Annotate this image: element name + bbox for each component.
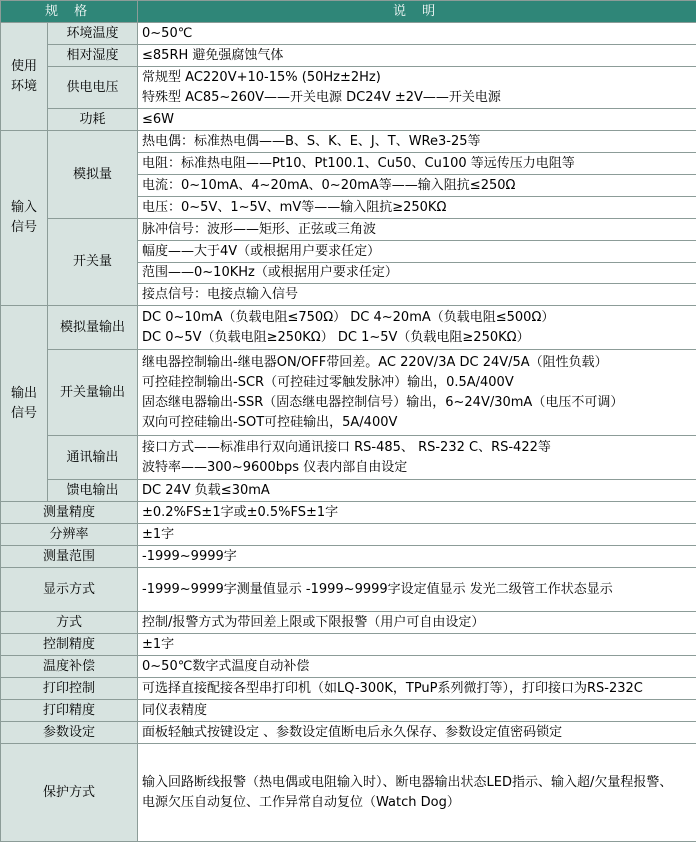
row-value: DC 24V 负载≤30mA <box>138 480 696 502</box>
row-value: 面板轻触式按键设定 、参数设定值断电后永久保存、参数设定值密码锁定 <box>138 722 696 744</box>
table-row <box>1 568 696 612</box>
value-line: 常规型 AC220V+10-15% (50Hz±2Hz) <box>142 69 381 85</box>
row-label: 参数设定 <box>1 722 138 744</box>
row-label: 打印控制 <box>1 678 138 700</box>
row-value: ±0.2%FS±1字或±0.5%FS±1字 <box>138 502 696 524</box>
row-value: 范围——0~10KHz（或根据用户要求任定） <box>138 263 696 284</box>
row-label: 显示方式 <box>1 568 138 612</box>
group-output <box>1 306 48 502</box>
row-label: 功耗 <box>48 109 138 131</box>
row-label: 相对湿度 <box>48 45 138 67</box>
header-spec: 规 格 <box>1 1 138 23</box>
row-label: 测量精度 <box>1 502 138 524</box>
value-line: 接口方式——标准串行双向通讯接口 RS-485、 RS-232 C、RS-422等 <box>142 439 551 455</box>
group-label: 使用环境 <box>10 58 37 94</box>
table-row <box>1 744 696 842</box>
header-row <box>1 1 696 23</box>
row-value: 电压：0~5V、1~5V、mV等——输入阻抗≥250KΩ <box>138 197 696 219</box>
value-line: DC 0~5V（负载电阻≥250KΩ） DC 1~5V（负载电阻≥250KΩ） <box>142 329 530 345</box>
value-line: 电源欠压自动复位、工作异常自动复位（Watch Dog） <box>142 794 460 810</box>
row-value: ≤6W <box>138 109 696 131</box>
table-row <box>1 23 696 45</box>
row-value: 可选择直接配接各型串打印机（如LQ-300K，TPuP系列微打等），打印接口为RS-232C <box>138 678 696 700</box>
row-value <box>138 568 696 612</box>
row-value: 控制/报警方式为带回差上限或下限报警（用户可自由设定） <box>138 612 696 634</box>
value-line: 固态继电器输出-SSR（固态继电器控制信号）输出，6~24V/30mA（电压不可调） <box>142 394 624 410</box>
table-row <box>1 634 696 656</box>
table-row <box>1 219 696 241</box>
row-value: 接点信号：电接点输入信号 <box>138 284 696 306</box>
group-label: 输出信号 <box>10 385 37 421</box>
row-value: -1999~9999字 <box>138 546 696 568</box>
value-line: 继电器控制输出-继电器ON/OFF带回差。AC 220V/3A DC 24V/5A（阻性负载） <box>142 354 608 370</box>
table-row <box>1 546 696 568</box>
value-line: 双向可控硅输出-SOT可控硅输出，5A/400V <box>142 414 398 430</box>
row-value: 热电偶：标准热电偶——B、S、K、E、J、T、WRe3-25等 <box>138 131 696 153</box>
value-line: DC 0~10mA（负载电阻≤750Ω） DC 4~20mA（负载电阻≤500Ω） <box>142 309 555 325</box>
value-line: -1999~9999字测量值显示 -1999~9999字设定值显示 发光二级管工作状态显示 <box>142 581 613 597</box>
row-label: 打印精度 <box>1 700 138 722</box>
table-row <box>1 67 696 109</box>
table-row <box>1 131 696 153</box>
row-value: ±1字 <box>138 634 696 656</box>
row-value <box>138 306 696 350</box>
table-row <box>1 656 696 678</box>
row-label: 模拟量输出 <box>48 306 138 350</box>
row-label: 控制精度 <box>1 634 138 656</box>
table-row <box>1 436 696 480</box>
table-row <box>1 350 696 436</box>
row-label: 开关量输出 <box>48 350 138 436</box>
table-row <box>1 722 696 744</box>
row-label: 测量范围 <box>1 546 138 568</box>
row-value: 电流：0~10mA、4~20mA、0~20mA等——输入阻抗≤250Ω <box>138 175 696 197</box>
row-label: 分辨率 <box>1 524 138 546</box>
row-value: 0~50℃数字式温度自动补偿 <box>138 656 696 678</box>
value-line: 输入回路断线报警（热电偶或电阻输入时）、断电器输出状态LED指示、输入超/欠量程报警、 <box>142 774 673 790</box>
table-row <box>1 480 696 502</box>
row-value: 电阻：标准热电阻——Pt10、Pt100.1、Cu50、Cu100 等远传压力电阻等 <box>138 153 696 175</box>
header-description: 说 明 <box>138 1 696 23</box>
row-value: 同仪表精度 <box>138 700 696 722</box>
table-row <box>1 678 696 700</box>
row-value <box>138 744 696 842</box>
table-row <box>1 306 696 350</box>
row-label: 供电电压 <box>48 67 138 109</box>
table-row <box>1 612 696 634</box>
row-value: ±1字 <box>138 524 696 546</box>
value-line: 特殊型 AC85~260V——开关电源 DC24V ±2V——开关电源 <box>142 89 501 105</box>
group-input <box>1 131 48 306</box>
table-row <box>1 109 696 131</box>
row-label: 馈电输出 <box>48 480 138 502</box>
row-value <box>138 350 696 436</box>
group-label: 输入信号 <box>10 200 37 235</box>
row-label: 方式 <box>1 612 138 634</box>
value-line: 波特率——300~9600bps 仪表内部自由设定 <box>142 459 408 475</box>
table-row <box>1 45 696 67</box>
table-row <box>1 502 696 524</box>
row-label: 温度补偿 <box>1 656 138 678</box>
row-value: ≤85RH 避免强腐蚀气体 <box>138 45 696 67</box>
table-row <box>1 700 696 722</box>
row-value <box>138 436 696 480</box>
row-value: 幅度——大于4V（或根据用户要求任定） <box>138 241 696 263</box>
row-label: 开关量 <box>48 219 138 306</box>
group-use-env <box>1 23 48 131</box>
table-row <box>1 524 696 546</box>
row-value: 0~50℃ <box>138 23 696 45</box>
value-line: 可控硅控制输出-SCR（可控硅过零触发脉冲）输出，0.5A/400V <box>142 374 514 390</box>
row-label: 模拟量 <box>48 131 138 219</box>
row-label: 环境温度 <box>48 23 138 45</box>
row-label: 保护方式 <box>1 744 138 842</box>
row-label: 通讯输出 <box>48 436 138 480</box>
row-value: 脉冲信号：波形——矩形、正弦或三角波 <box>138 219 696 241</box>
row-value <box>138 67 696 109</box>
